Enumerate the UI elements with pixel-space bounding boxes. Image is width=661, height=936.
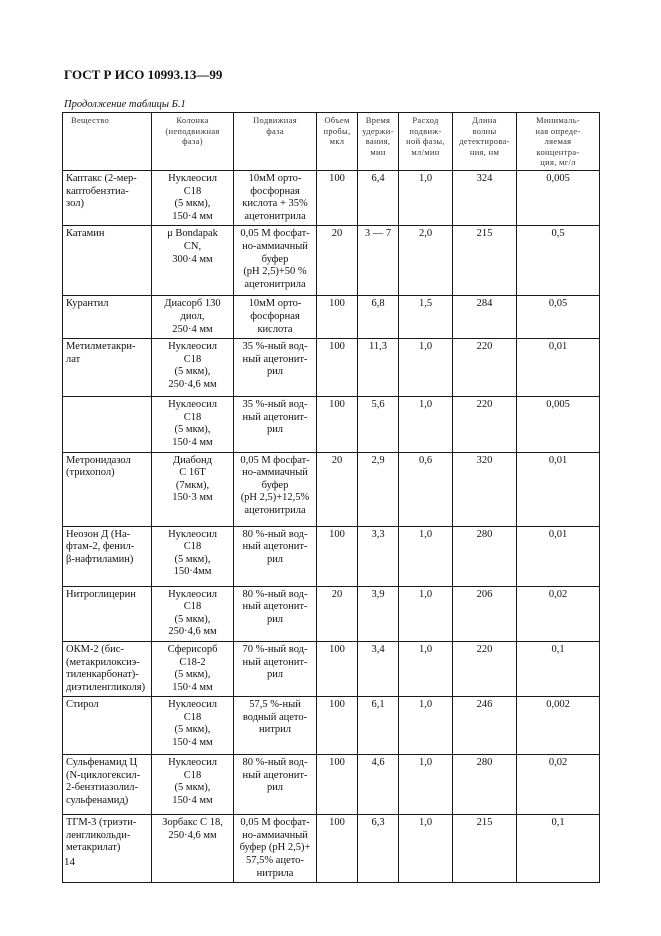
cell-flow: 0,6 bbox=[399, 452, 453, 526]
cell-min-conc: 0,1 bbox=[517, 815, 600, 883]
cell-substance: Метилметакри- лат bbox=[63, 339, 152, 397]
cell-volume: 20 bbox=[317, 452, 358, 526]
cell-volume: 100 bbox=[317, 755, 358, 815]
cell-time: 6,4 bbox=[358, 171, 399, 226]
cell-flow: 1,0 bbox=[399, 397, 453, 452]
cell-phase: 0,05 М фосфат- но-аммиачный буфер (рН 2,5)+ 57,5% ацето- нитрила bbox=[234, 815, 317, 883]
cell-volume: 20 bbox=[317, 226, 358, 296]
cell-substance: Метронидазол (трихопол) bbox=[63, 452, 152, 526]
cell-substance bbox=[63, 397, 152, 452]
cell-time: 6,8 bbox=[358, 296, 399, 339]
cell-volume: 100 bbox=[317, 339, 358, 397]
cell-volume: 100 bbox=[317, 397, 358, 452]
table-row bbox=[63, 226, 600, 296]
cell-phase: 35 %-ный вод- ный ацетонит- рил bbox=[234, 397, 317, 452]
table-row bbox=[63, 697, 600, 755]
table-row bbox=[63, 641, 600, 696]
cell-min-conc: 0,005 bbox=[517, 171, 600, 226]
cell-column: Нуклеосил С18 (5 мкм), 150·4 мм bbox=[152, 171, 234, 226]
cell-volume: 100 bbox=[317, 641, 358, 696]
cell-min-conc: 0,05 bbox=[517, 296, 600, 339]
cell-time: 4,6 bbox=[358, 755, 399, 815]
header-time: Время удержи- вания, мин bbox=[358, 113, 399, 171]
cell-min-conc: 0,5 bbox=[517, 226, 600, 296]
cell-column: Нуклеосил С18 (5 мкм), 150·4 мм bbox=[152, 397, 234, 452]
cell-substance: Катамин bbox=[63, 226, 152, 296]
cell-time: 3 — 7 bbox=[358, 226, 399, 296]
cell-flow: 1,0 bbox=[399, 755, 453, 815]
cell-min-conc: 0,02 bbox=[517, 586, 600, 641]
cell-flow: 1,0 bbox=[399, 526, 453, 586]
cell-wavelength: 324 bbox=[453, 171, 517, 226]
cell-substance: Сульфенамид Ц (N-циклогексил- 2-бензтиазолил- сульфенамид) bbox=[63, 755, 152, 815]
cell-flow: 1,0 bbox=[399, 641, 453, 696]
cell-wavelength: 320 bbox=[453, 452, 517, 526]
table-body bbox=[63, 171, 600, 883]
cell-flow: 1,0 bbox=[399, 171, 453, 226]
cell-phase: 0,05 М фосфат- но-аммиачный буфер (рН 2,5)+12,5% ацетонитрила bbox=[234, 452, 317, 526]
cell-time: 3,4 bbox=[358, 641, 399, 696]
header-phase: Подвижная фаза bbox=[234, 113, 317, 171]
cell-time: 5,6 bbox=[358, 397, 399, 452]
cell-volume: 20 bbox=[317, 586, 358, 641]
table-row bbox=[63, 296, 600, 339]
cell-phase: 80 %-ный вод- ный ацетонит- рил bbox=[234, 755, 317, 815]
cell-phase: 10мМ орто- фосфорная кислота bbox=[234, 296, 317, 339]
table-caption: Продолжение таблицы Б.1 bbox=[64, 99, 186, 110]
cell-flow: 1,0 bbox=[399, 586, 453, 641]
cell-wavelength: 246 bbox=[453, 697, 517, 755]
cell-wavelength: 206 bbox=[453, 586, 517, 641]
cell-phase: 80 %-ный вод- ный ацетонит- рил bbox=[234, 526, 317, 586]
cell-time: 2,9 bbox=[358, 452, 399, 526]
cell-column: Диасорб 130 диол, 250·4 мм bbox=[152, 296, 234, 339]
cell-column: Нуклеосил С18 (5 мкм), 250·4,6 мм bbox=[152, 586, 234, 641]
cell-flow: 1,0 bbox=[399, 815, 453, 883]
cell-column: μ Bondapak CN, 300·4 мм bbox=[152, 226, 234, 296]
page-number: 14 bbox=[64, 856, 75, 868]
table-row bbox=[63, 452, 600, 526]
cell-wavelength: 284 bbox=[453, 296, 517, 339]
header-flow: Расход подвиж- ной фазы, мл/мин bbox=[399, 113, 453, 171]
cell-flow: 1,0 bbox=[399, 339, 453, 397]
cell-time: 6,3 bbox=[358, 815, 399, 883]
cell-time: 6,1 bbox=[358, 697, 399, 755]
cell-volume: 100 bbox=[317, 815, 358, 883]
cell-phase: 80 %-ный вод- ный ацетонит- рил bbox=[234, 586, 317, 641]
cell-column: Нуклеосил С18 (5 мкм), 250·4,6 мм bbox=[152, 339, 234, 397]
cell-min-conc: 0,1 bbox=[517, 641, 600, 696]
header-min-conc: Минималь- ная опреде- ляемая концентра- ция, мг/л bbox=[517, 113, 600, 171]
cell-phase: 35 %-ный вод- ный ацетонит- рил bbox=[234, 339, 317, 397]
cell-wavelength: 220 bbox=[453, 641, 517, 696]
cell-min-conc: 0,01 bbox=[517, 526, 600, 586]
cell-substance: ТГМ-3 (триэти- ленгликольди- метакрилат) bbox=[63, 815, 152, 883]
cell-phase: 0,05 М фосфат- но-аммиачный буфер (рН 2,5)+50 % ацетонитрила bbox=[234, 226, 317, 296]
cell-time: 3,3 bbox=[358, 526, 399, 586]
cell-time: 11,3 bbox=[358, 339, 399, 397]
cell-column: Нуклеосил С18 (5 мкм), 150·4 мм bbox=[152, 697, 234, 755]
header-row bbox=[63, 113, 600, 171]
cell-wavelength: 280 bbox=[453, 526, 517, 586]
cell-volume: 100 bbox=[317, 526, 358, 586]
cell-phase: 10мМ орто- фосфорная кислота + 35% ацетонитрила bbox=[234, 171, 317, 226]
cell-wavelength: 220 bbox=[453, 339, 517, 397]
table-row bbox=[63, 339, 600, 397]
cell-volume: 100 bbox=[317, 171, 358, 226]
cell-column: Диабонд С 16Т (7мкм), 150·3 мм bbox=[152, 452, 234, 526]
cell-phase: 70 %-ный вод- ный ацетонит- рил bbox=[234, 641, 317, 696]
cell-min-conc: 0,002 bbox=[517, 697, 600, 755]
table-row bbox=[63, 755, 600, 815]
document-standard-title: ГОСТ Р ИСО 10993.13—99 bbox=[64, 67, 223, 82]
header-wavelength: Длина волны детектирова- ния, нм bbox=[453, 113, 517, 171]
cell-min-conc: 0,02 bbox=[517, 755, 600, 815]
table-row bbox=[63, 815, 600, 883]
cell-min-conc: 0,01 bbox=[517, 452, 600, 526]
cell-column: Сферисорб С18-2 (5 мкм), 150·4 мм bbox=[152, 641, 234, 696]
table-row bbox=[63, 171, 600, 226]
cell-volume: 100 bbox=[317, 697, 358, 755]
cell-wavelength: 215 bbox=[453, 815, 517, 883]
cell-flow: 1,5 bbox=[399, 296, 453, 339]
cell-substance: Курантил bbox=[63, 296, 152, 339]
cell-wavelength: 280 bbox=[453, 755, 517, 815]
cell-phase: 57,5 %-ный водный ацето- нитрил bbox=[234, 697, 317, 755]
cell-time: 3,9 bbox=[358, 586, 399, 641]
chromatography-table bbox=[62, 112, 600, 883]
cell-flow: 1,0 bbox=[399, 697, 453, 755]
cell-substance: Нитроглицерин bbox=[63, 586, 152, 641]
cell-substance: Стирол bbox=[63, 697, 152, 755]
header-substance: Вещество bbox=[63, 113, 152, 171]
cell-substance: ОКМ-2 (бис- (метакрилоксиэ- тиленкарбонат)- диэтиленгликоля) bbox=[63, 641, 152, 696]
cell-column: Зорбакс С 18, 250·4,6 мм bbox=[152, 815, 234, 883]
cell-wavelength: 215 bbox=[453, 226, 517, 296]
cell-column: Нуклеосил С18 (5 мкм), 150·4мм bbox=[152, 526, 234, 586]
header-volume: Объем пробы, мкл bbox=[317, 113, 358, 171]
cell-wavelength: 220 bbox=[453, 397, 517, 452]
cell-flow: 2,0 bbox=[399, 226, 453, 296]
cell-min-conc: 0,01 bbox=[517, 339, 600, 397]
cell-min-conc: 0,005 bbox=[517, 397, 600, 452]
table-row bbox=[63, 526, 600, 586]
cell-column: Нуклеосил С18 (5 мкм), 150·4 мм bbox=[152, 755, 234, 815]
table-row bbox=[63, 586, 600, 641]
cell-volume: 100 bbox=[317, 296, 358, 339]
cell-substance: Каптакс (2-мер- каптобензтиа- зол) bbox=[63, 171, 152, 226]
cell-substance: Неозон Д (На- фтам-2, фенил- β-нафтиламин) bbox=[63, 526, 152, 586]
table-row bbox=[63, 397, 600, 452]
header-column: Колонка (неподвижная фаза) bbox=[152, 113, 234, 171]
